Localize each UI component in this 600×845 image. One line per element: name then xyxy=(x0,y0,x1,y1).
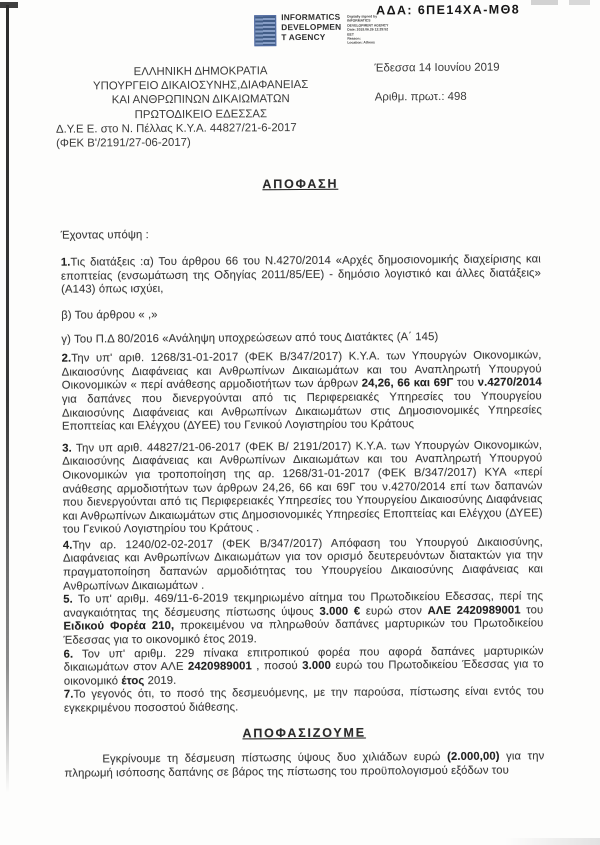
protocol-number: Αριθμ. πρωτ.: 498 xyxy=(374,90,467,104)
place-date: Έδεσσα 14 Ιουνίου 2019 xyxy=(374,61,500,75)
text-segment: 2019. xyxy=(144,674,177,687)
text-segment: του xyxy=(453,377,478,390)
ada-code: ΑΔΑ: 6ΠΕ14ΧΑ-ΜΘ8 xyxy=(376,2,521,18)
text-segment: 2. xyxy=(61,352,72,365)
text-segment: 3. xyxy=(62,442,72,455)
text-line: INFORMATICS xyxy=(281,11,341,23)
signature-agency-name xyxy=(281,13,345,46)
text-segment: 3.000 € xyxy=(319,605,361,618)
preamble: Έχοντας υπόψη : xyxy=(60,228,149,242)
text-segment: ευρώ στον xyxy=(360,604,428,618)
text-line: Reason: xyxy=(347,36,361,41)
text-segment: έτος xyxy=(121,674,145,688)
body-paragraph xyxy=(61,254,541,298)
text-segment: 24,26, 66 και 69Γ xyxy=(361,377,454,390)
decision-title: ΑΠΟΦΑΣΗ xyxy=(262,176,339,192)
text-segment: γ) Του Π.Δ 80/2016 «Ανάληψη υποχρεώσεων από τους Διατάκτες (Α΄ 145) xyxy=(61,330,439,346)
text-segment: Εγκρίνουμε τη δέσμευση πίστωσης ύψους δυο χιλιάδων ευρώ xyxy=(102,751,448,766)
text-line: ΕΛΛΗΝΙΚΗ ΔΗΜΟΚΡΑΤΙΑ xyxy=(133,65,268,79)
diavgeia-logo-icon xyxy=(254,15,276,46)
text-segment: Την αρ. 1240/02-02-2017 (ΦΕΚ Β/347/2017) Απόφαση του Υπουργού Δικαιοσύνης, Διαφάνειας και Ανθρωπίνων Δικαιωμάτων για τον ορισμό δευτερευόντων διατακτών για την πραγματοποίηση δαπανών αρμοδιότητας του Υπουργείου Δικαιοσύνης Διαφάνειας και Ανθρωπίνων Δικαιωμάτων . xyxy=(62,536,544,593)
digital-signature-stamp xyxy=(254,12,417,46)
text-line: INFORMATICS xyxy=(347,18,371,24)
body-paragraph xyxy=(62,349,543,434)
text-segment: 4. xyxy=(62,539,73,552)
text-segment: Τις διατάξεις :α) Του άρθρου 66 του Ν.4270/2014 «Αρχές δημοσιονομικής διαχείρισης και εποπτείας (ενσωμάτωση της Οδηγίας 2011/85/ΕΕ) - δημόσιο λογιστικό και άλλες διατάξεις» (Α143) όπως ισχύει, xyxy=(60,253,542,297)
text-line: Digitally signed by xyxy=(347,14,378,19)
verdict-title: ΑΠΟΦΑΣΙΖΟΥΜΕ xyxy=(242,725,366,741)
text-line: DEVELOPMENT AGENCY xyxy=(347,23,389,28)
text-segment: Το γεγονός ότι, το ποσό της δεσμευόμενης, με την παρούσα, πίστωσης είναι εντός του εγκεκριμένου ποσοστού διάθεσης. xyxy=(63,685,544,715)
text-segment: 6. xyxy=(63,648,74,661)
text-segment: προκειμένου να πληρωθούν δαπάνες μαρτυρικών του Πρωτοδικείου Έδεσσας για το οικονομικό έτος 2019. xyxy=(63,617,544,647)
text-segment: 2420989001 xyxy=(187,660,252,674)
text-line: Δ.Υ.Ε Ε. στο Ν. Πέλλας Κ.Υ.Α. 44827/21-6-2017 xyxy=(55,121,297,136)
decision-body xyxy=(60,176,544,781)
text-segment: 3.000 xyxy=(302,660,332,673)
text-segment: Το υπ' αριθμ. 469/11-6-2019 τεκμηριωμένο αίτημα του Πρωτοδικείου Εδεσσας, περί της αναγκαιότητας της δέσμευσης πίστωσης ύψους xyxy=(63,590,544,620)
paragraph-list xyxy=(61,254,544,717)
body-paragraph xyxy=(61,330,541,347)
text-segment: , ποσού xyxy=(251,660,303,673)
text-line: T AGENCY xyxy=(281,31,326,42)
authority-left-lines xyxy=(56,120,348,150)
text-line: ΠΡΩΤΟΔΙΚΕΙΟ ΕΔΕΣΣΑΣ xyxy=(134,107,268,121)
text-line: ΥΠΟΥΡΓΕΙΟ ΔΙΚΑΙΟΣΥΝΗΣ,ΔΙΑΦΑΝΕΙΑΣ xyxy=(92,79,309,93)
text-line: ΚΑΙ ΑΝΘΡΩΠΙΝΩΝ ΔΙΚΑΙΩΜΑΤΩΝ xyxy=(111,93,290,107)
text-line: DEVELOPMEN xyxy=(281,21,342,32)
text-segment: β) Του άρθρου « ,» xyxy=(61,308,158,322)
authority-centered-lines xyxy=(54,64,348,123)
text-segment: 7. xyxy=(63,688,74,702)
text-segment: 1. xyxy=(60,256,71,269)
text-segment: Την υπ' αριθ. 1268/31-01-2017 (ΦΕΚ Β/347/2017) Κ.Υ.Α. των Υπουργών Οικονομικών, Δικαιοσύνης Διαφάνειας και Ανθρωπίνων Δικαιωμάτων και του Αναπληρωτή Υπουργού Οικονομικών « περί ανάθεσης αρμοδιοτήτων των άρθρων xyxy=(61,349,542,393)
text-segment: Ειδικού Φορέα 210, xyxy=(63,620,175,634)
text-line: EET xyxy=(347,32,354,37)
text-segment: (2.000,00) xyxy=(447,750,500,764)
text-segment: ΑΛΕ 2420989001 xyxy=(427,604,521,617)
text-segment: Την υπ αριθ. 44827/21-06-2017 (ΦΕΚ Β/ 2191/2017) Κ.Υ.Α. των Υπουργών Οικονομικών, Δικαιοσύνης Διαφάνειας και Ανθρωπίνων Δικαιωμάτων και του Αναπληρωτή Υπουργού Οικονομικών για τροποποίηση της αρ. 1268/31-01-2017 (ΦΕΚ Β/347/2017) ΚΥΑ «περί ανάθεσης αρμοδιοτήτων των άρθρων 24,26, 66 και 69Γ του ν.4270/2014 επί των δαπανών που διενεργούνται από τις Περιφερειακές Υπηρεσίες του Υπουργείου Δικαιοσύνης Διαφάνειας και Ανθρωπίνων Δικαιωμάτων στις Δημοσιονομικές Υπηρεσίες Εποπτείας και Ελέγχου (ΔΥΕΕ) του Γενικού Λογιστηρίου του Κράτους . xyxy=(62,439,543,536)
closing-paragraph xyxy=(64,750,544,781)
body-paragraph xyxy=(64,686,544,717)
body-paragraph xyxy=(63,591,543,649)
body-paragraph xyxy=(64,645,544,689)
text-segment: για δαπάνες που διενεργούνται από τις Περιφερειακές Υπηρεσίες του Υπουργείου Δικαιοσύνης Διαφάνειας και Ανθρωπίνων Δικαιωμάτων στις Δημοσιονομικές Υπηρεσίες Εποπτείας και Ελέγχου (ΔΥΕΕ) του Γενικού Λογιστηρίου του Κράτους xyxy=(61,390,542,433)
issuing-authority-block xyxy=(54,64,349,151)
signature-details xyxy=(347,14,417,45)
text-line: (ΦΕΚ Β'/2191/27-06-2017) xyxy=(56,136,191,150)
body-paragraph xyxy=(61,306,541,323)
body-paragraph xyxy=(62,439,543,538)
text-segment: 5. xyxy=(63,593,73,606)
text-segment: ν.4270/2014 xyxy=(477,376,542,390)
text-segment: του xyxy=(520,604,544,617)
text-line: Location: Athens xyxy=(347,40,375,46)
text-segment: Τον υπ' αριθμ. 229 πίνακα επιτροπικού φορέα που αφορά δαπάνες μαρτυρικών δικαιωμάτων στον ΑΛΕ xyxy=(63,644,544,674)
date-protocol-block xyxy=(374,62,499,104)
text-segment: για την πληρωμή ισόποσης δαπάνης σε βάρος της πίστωσης του προϋπολογισμού εξόδων του xyxy=(64,750,545,780)
body-paragraph xyxy=(63,536,543,594)
text-segment: ευρώ του Πρωτοδικείου Έδεσσας για το οικονομικό xyxy=(63,658,544,688)
text-line: Date: 2019.06.26 12:29:52 xyxy=(347,27,389,32)
